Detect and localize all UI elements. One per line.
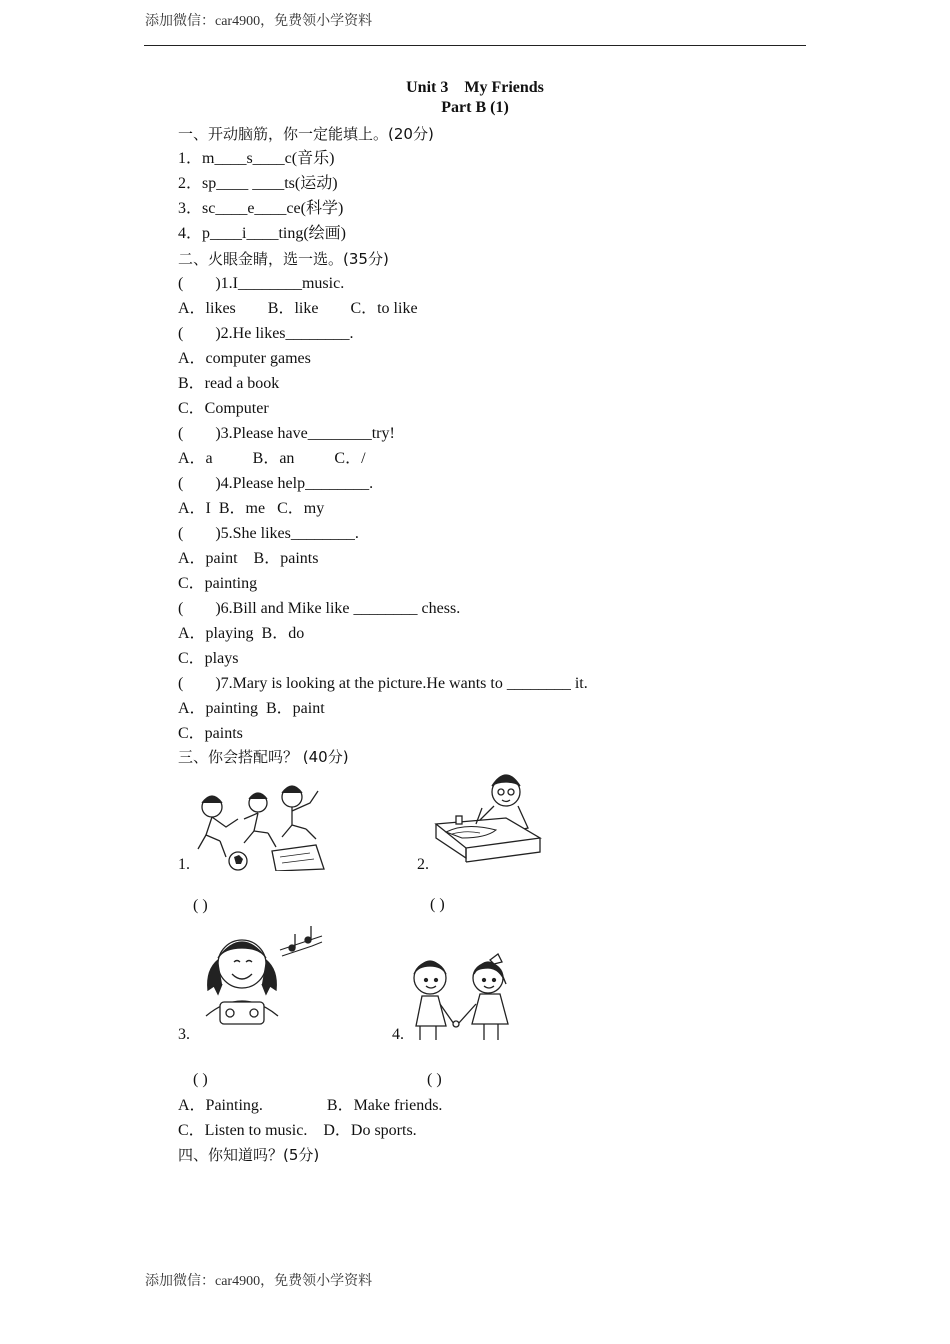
- question-line: ( )2.He likes________.: [178, 325, 354, 342]
- question-line: ( )1.I________music.: [178, 275, 345, 292]
- unit-title: Unit 3 My Friends: [406, 79, 544, 96]
- answer-blank[interactable]: ( ): [427, 1071, 442, 1088]
- option-line: C．painting: [178, 575, 258, 592]
- kids-shaking-hands-icon: [404, 952, 514, 1042]
- question-line: ( )5.She likes________.: [178, 525, 359, 542]
- option-line: C．paints: [178, 725, 243, 742]
- question-line: ( )7.Mary is looking at the picture.He wants to ________ it.: [178, 675, 588, 692]
- section1-item: 4．p____i____ting(绘画): [178, 225, 346, 242]
- picture-number: 4.: [392, 1026, 404, 1043]
- question-line: ( )4.Please help________.: [178, 475, 374, 492]
- option-line: A．computer games: [178, 350, 311, 367]
- picture-number: 3.: [178, 1026, 190, 1043]
- girl-listening-music-icon: [196, 920, 326, 1030]
- picture-number: 2.: [417, 856, 429, 873]
- match-options-line: A．Painting. B．Make friends.: [178, 1097, 443, 1114]
- section3-heading: 三、你会搭配吗？ (40分): [178, 748, 349, 766]
- section1-heading: 一、开动脑筋，你一定能填上。(20分): [178, 125, 434, 143]
- match-options-line: C．Listen to music. D．Do sports.: [178, 1122, 417, 1139]
- option-line: C．Computer: [178, 400, 269, 417]
- header-divider: [144, 45, 806, 46]
- option-line: B．read a book: [178, 375, 280, 392]
- option-line: A．playing B．do: [178, 625, 305, 642]
- section2-heading: 二、火眼金睛，选一选。(35分): [178, 250, 389, 268]
- header-note: 添加微信：car4900，免费领小学资料: [145, 14, 373, 29]
- option-line: C．plays: [178, 650, 239, 667]
- kids-playing-football-icon: [190, 783, 326, 871]
- question-line: ( )3.Please have________try!: [178, 425, 395, 442]
- part-subtitle: Part B (1): [441, 99, 509, 116]
- option-line: A．painting B．paint: [178, 700, 325, 717]
- answer-blank[interactable]: ( ): [193, 897, 208, 914]
- picture-number: 1.: [178, 856, 190, 873]
- section1-item: 1．m____s____c(音乐): [178, 150, 335, 167]
- footer-note: 添加微信：car4900，免费领小学资料: [145, 1274, 373, 1289]
- section4-heading: 四、你知道吗？(5分): [178, 1146, 320, 1164]
- question-line: ( )6.Bill and Mike like ________ chess.: [178, 600, 461, 617]
- answer-blank[interactable]: ( ): [430, 896, 445, 913]
- option-line: A．a B．an C．/: [178, 450, 366, 467]
- option-line: A．likes B．like C．to like: [178, 300, 418, 317]
- section1-item: 3．sc____e____ce(科学): [178, 200, 344, 217]
- option-line: A．paint B．paints: [178, 550, 319, 567]
- boy-painting-icon: [430, 768, 542, 872]
- section1-item: 2．sp____ ____ts(运动): [178, 175, 338, 192]
- answer-blank[interactable]: ( ): [193, 1071, 208, 1088]
- option-line: A．I B．me C．my: [178, 500, 325, 517]
